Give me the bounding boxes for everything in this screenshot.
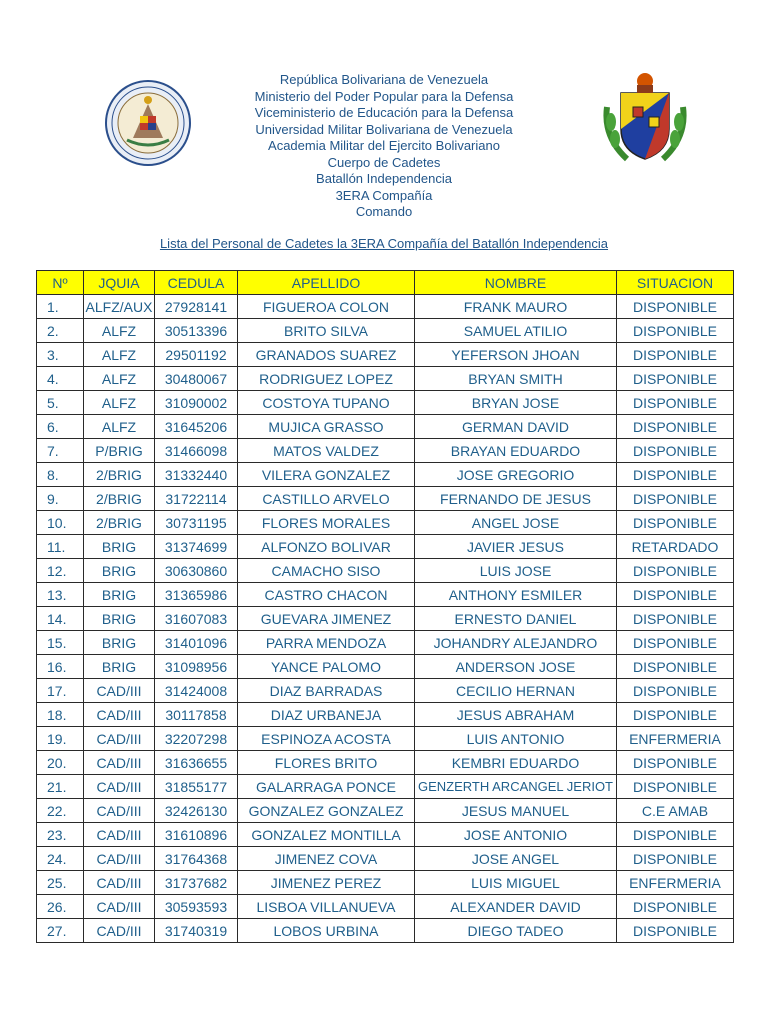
rank-cell: CAD/III bbox=[84, 703, 155, 727]
name-cell: ANTHONY ESMILER bbox=[415, 583, 617, 607]
row-number: 17. bbox=[37, 679, 84, 703]
status-cell: DISPONIBLE bbox=[617, 847, 734, 871]
surname-cell: PARRA MENDOZA bbox=[238, 631, 415, 655]
status-cell: DISPONIBLE bbox=[617, 607, 734, 631]
table-row bbox=[37, 343, 734, 367]
header-line: Batallón Independencia bbox=[316, 171, 452, 186]
id-number-cell: 31855177 bbox=[155, 775, 238, 799]
table-row bbox=[37, 367, 734, 391]
id-number-cell: 31332440 bbox=[155, 463, 238, 487]
status-cell: DISPONIBLE bbox=[617, 823, 734, 847]
table-row bbox=[37, 391, 734, 415]
surname-cell: RODRIGUEZ LOPEZ bbox=[238, 367, 415, 391]
name-cell: KEMBRI EDUARDO bbox=[415, 751, 617, 775]
row-number: 23. bbox=[37, 823, 84, 847]
row-number: 26. bbox=[37, 895, 84, 919]
row-number: 24. bbox=[37, 847, 84, 871]
column-header-id-number: CEDULA bbox=[155, 271, 238, 295]
name-cell: LUIS MIGUEL bbox=[415, 871, 617, 895]
status-cell: DISPONIBLE bbox=[617, 631, 734, 655]
status-cell: DISPONIBLE bbox=[617, 367, 734, 391]
id-number-cell: 30117858 bbox=[155, 703, 238, 727]
status-cell: DISPONIBLE bbox=[617, 679, 734, 703]
name-cell: JESUS MANUEL bbox=[415, 799, 617, 823]
rank-cell: CAD/III bbox=[84, 847, 155, 871]
column-header-name: NOMBRE bbox=[415, 271, 617, 295]
header-text-block bbox=[184, 72, 584, 221]
coat-of-arms-logo bbox=[597, 67, 693, 171]
name-cell: SAMUEL ATILIO bbox=[415, 319, 617, 343]
rank-cell: BRIG bbox=[84, 583, 155, 607]
surname-cell: FLORES MORALES bbox=[238, 511, 415, 535]
surname-cell: CAMACHO SISO bbox=[238, 559, 415, 583]
table-row bbox=[37, 295, 734, 319]
table-row bbox=[37, 679, 734, 703]
document-header bbox=[0, 72, 768, 222]
status-cell: C.E AMAB bbox=[617, 799, 734, 823]
table-row bbox=[37, 463, 734, 487]
column-header-surname: APELLIDO bbox=[238, 271, 415, 295]
rank-cell: BRIG bbox=[84, 559, 155, 583]
status-cell: DISPONIBLE bbox=[617, 439, 734, 463]
table-row bbox=[37, 823, 734, 847]
table-row bbox=[37, 727, 734, 751]
rank-cell: CAD/III bbox=[84, 871, 155, 895]
column-header-number: Nº bbox=[37, 271, 84, 295]
table-row bbox=[37, 871, 734, 895]
column-header-rank: JQUIA bbox=[84, 271, 155, 295]
row-number: 27. bbox=[37, 919, 84, 943]
status-cell: DISPONIBLE bbox=[617, 895, 734, 919]
status-cell: DISPONIBLE bbox=[617, 751, 734, 775]
row-number: 19. bbox=[37, 727, 84, 751]
table-row bbox=[37, 583, 734, 607]
surname-cell: MATOS VALDEZ bbox=[238, 439, 415, 463]
surname-cell: JIMENEZ COVA bbox=[238, 847, 415, 871]
name-cell: GERMAN DAVID bbox=[415, 415, 617, 439]
table-row bbox=[37, 655, 734, 679]
surname-cell: ALFONZO BOLIVAR bbox=[238, 535, 415, 559]
rank-cell: CAD/III bbox=[84, 823, 155, 847]
status-cell: DISPONIBLE bbox=[617, 559, 734, 583]
id-number-cell: 30480067 bbox=[155, 367, 238, 391]
rank-cell: 2/BRIG bbox=[84, 463, 155, 487]
id-number-cell: 31607083 bbox=[155, 607, 238, 631]
header-line: República Bolivariana de Venezuela bbox=[279, 72, 489, 87]
surname-cell: DIAZ URBANEJA bbox=[238, 703, 415, 727]
table-row bbox=[37, 535, 734, 559]
row-number: 21. bbox=[37, 775, 84, 799]
row-number: 25. bbox=[37, 871, 84, 895]
id-number-cell: 32207298 bbox=[155, 727, 238, 751]
surname-cell: VILERA GONZALEZ bbox=[238, 463, 415, 487]
id-number-cell: 31645206 bbox=[155, 415, 238, 439]
table-row bbox=[37, 751, 734, 775]
rank-cell: BRIG bbox=[84, 607, 155, 631]
id-number-cell: 31090002 bbox=[155, 391, 238, 415]
table-row bbox=[37, 703, 734, 727]
name-cell: JAVIER JESUS bbox=[415, 535, 617, 559]
id-number-cell: 31737682 bbox=[155, 871, 238, 895]
name-cell: BRAYAN EDUARDO bbox=[415, 439, 617, 463]
status-cell: DISPONIBLE bbox=[617, 655, 734, 679]
table-row bbox=[37, 631, 734, 655]
rank-cell: ALFZ bbox=[84, 367, 155, 391]
header-line: Ministerio del Poder Popular para la Defensa bbox=[254, 88, 514, 104]
surname-cell: FLORES BRITO bbox=[238, 751, 415, 775]
table-row bbox=[37, 559, 734, 583]
table-row bbox=[37, 607, 734, 631]
row-number: 7. bbox=[37, 439, 84, 463]
surname-cell: YANCE PALOMO bbox=[238, 655, 415, 679]
rank-cell: CAD/III bbox=[84, 895, 155, 919]
status-cell: DISPONIBLE bbox=[617, 511, 734, 535]
row-number: 11. bbox=[37, 535, 84, 559]
status-cell: DISPONIBLE bbox=[617, 703, 734, 727]
row-number: 22. bbox=[37, 799, 84, 823]
surname-cell: LISBOA VILLANUEVA bbox=[238, 895, 415, 919]
status-cell: ENFERMERIA bbox=[617, 727, 734, 751]
rank-cell: ALFZ bbox=[84, 415, 155, 439]
name-cell: FERNANDO DE JESUS bbox=[415, 487, 617, 511]
rank-cell: CAD/III bbox=[84, 751, 155, 775]
university-seal-logo bbox=[105, 80, 191, 166]
name-cell: LUIS JOSE bbox=[415, 559, 617, 583]
table-row bbox=[37, 415, 734, 439]
table-row bbox=[37, 919, 734, 943]
id-number-cell: 31401096 bbox=[155, 631, 238, 655]
row-number: 2. bbox=[37, 319, 84, 343]
name-cell: JOSE ANTONIO bbox=[415, 823, 617, 847]
list-title: Lista del Personal de Cadetes la 3ERA Compañía del Batallón Independencia bbox=[159, 236, 609, 251]
row-number: 13. bbox=[37, 583, 84, 607]
status-cell: DISPONIBLE bbox=[617, 463, 734, 487]
rank-cell: P/BRIG bbox=[84, 439, 155, 463]
status-cell: DISPONIBLE bbox=[617, 775, 734, 799]
rank-cell: 2/BRIG bbox=[84, 511, 155, 535]
row-number: 18. bbox=[37, 703, 84, 727]
status-cell: DISPONIBLE bbox=[617, 919, 734, 943]
name-cell: FRANK MAURO bbox=[415, 295, 617, 319]
table-row bbox=[37, 439, 734, 463]
name-cell: LUIS ANTONIO bbox=[415, 727, 617, 751]
row-number: 10. bbox=[37, 511, 84, 535]
surname-cell: COSTOYA TUPANO bbox=[238, 391, 415, 415]
name-cell: BRYAN JOSE bbox=[415, 391, 617, 415]
row-number: 6. bbox=[37, 415, 84, 439]
name-cell: YEFERSON JHOAN bbox=[415, 343, 617, 367]
name-cell: CECILIO HERNAN bbox=[415, 679, 617, 703]
rank-cell: CAD/III bbox=[84, 919, 155, 943]
id-number-cell: 31740319 bbox=[155, 919, 238, 943]
status-cell: RETARDADO bbox=[617, 535, 734, 559]
row-number: 20. bbox=[37, 751, 84, 775]
surname-cell: GRANADOS SUAREZ bbox=[238, 343, 415, 367]
rank-cell: BRIG bbox=[84, 655, 155, 679]
header-line: Viceministerio de Educación para la Defensa bbox=[254, 105, 514, 120]
name-cell: JOSE GREGORIO bbox=[415, 463, 617, 487]
surname-cell: ESPINOZA ACOSTA bbox=[238, 727, 415, 751]
table-header-row bbox=[37, 271, 734, 295]
id-number-cell: 29501192 bbox=[155, 343, 238, 367]
rank-cell: ALFZ bbox=[84, 343, 155, 367]
id-number-cell: 31374699 bbox=[155, 535, 238, 559]
table-row bbox=[37, 319, 734, 343]
surname-cell: LOBOS URBINA bbox=[238, 919, 415, 943]
surname-cell: MUJICA GRASSO bbox=[238, 415, 415, 439]
id-number-cell: 30630860 bbox=[155, 559, 238, 583]
name-cell: BRYAN SMITH bbox=[415, 367, 617, 391]
id-number-cell: 31098956 bbox=[155, 655, 238, 679]
status-cell: ENFERMERIA bbox=[617, 871, 734, 895]
status-cell: DISPONIBLE bbox=[617, 415, 734, 439]
header-line: Cuerpo de Cadetes bbox=[327, 154, 441, 170]
id-number-cell: 31365986 bbox=[155, 583, 238, 607]
row-number: 9. bbox=[37, 487, 84, 511]
surname-cell: CASTILLO ARVELO bbox=[238, 487, 415, 511]
surname-cell: GUEVARA JIMENEZ bbox=[238, 607, 415, 631]
status-cell: DISPONIBLE bbox=[617, 319, 734, 343]
name-cell: JOHANDRY ALEJANDRO bbox=[415, 631, 617, 655]
row-number: 14. bbox=[37, 607, 84, 631]
header-line: Comando bbox=[355, 204, 413, 219]
name-cell: ANDERSON JOSE bbox=[415, 655, 617, 679]
row-number: 16. bbox=[37, 655, 84, 679]
id-number-cell: 30731195 bbox=[155, 511, 238, 535]
id-number-cell: 31764368 bbox=[155, 847, 238, 871]
id-number-cell: 31424008 bbox=[155, 679, 238, 703]
rank-cell: CAD/III bbox=[84, 679, 155, 703]
rank-cell: BRIG bbox=[84, 631, 155, 655]
status-cell: DISPONIBLE bbox=[617, 295, 734, 319]
surname-cell: GONZALEZ MONTILLA bbox=[238, 823, 415, 847]
status-cell: DISPONIBLE bbox=[617, 343, 734, 367]
name-cell: GENZERTH ARCANGEL JERIOT bbox=[415, 775, 617, 799]
row-number: 15. bbox=[37, 631, 84, 655]
row-number: 12. bbox=[37, 559, 84, 583]
table-row bbox=[37, 511, 734, 535]
rank-cell: ALFZ bbox=[84, 319, 155, 343]
name-cell: ANGEL JOSE bbox=[415, 511, 617, 535]
surname-cell: FIGUEROA COLON bbox=[238, 295, 415, 319]
name-cell: JESUS ABRAHAM bbox=[415, 703, 617, 727]
id-number-cell: 30593593 bbox=[155, 895, 238, 919]
surname-cell: GALARRAGA PONCE bbox=[238, 775, 415, 799]
rank-cell: CAD/III bbox=[84, 727, 155, 751]
table-row bbox=[37, 847, 734, 871]
table-row bbox=[37, 487, 734, 511]
table-row bbox=[37, 895, 734, 919]
surname-cell: DIAZ BARRADAS bbox=[238, 679, 415, 703]
rank-cell: BRIG bbox=[84, 535, 155, 559]
header-line: 3ERA Compañía bbox=[335, 187, 433, 203]
surname-cell: GONZALEZ GONZALEZ bbox=[238, 799, 415, 823]
id-number-cell: 31466098 bbox=[155, 439, 238, 463]
id-number-cell: 30513396 bbox=[155, 319, 238, 343]
table-body bbox=[37, 295, 734, 943]
id-number-cell: 32426130 bbox=[155, 799, 238, 823]
id-number-cell: 31610896 bbox=[155, 823, 238, 847]
id-number-cell: 31722114 bbox=[155, 487, 238, 511]
row-number: 3. bbox=[37, 343, 84, 367]
surname-cell: CASTRO CHACON bbox=[238, 583, 415, 607]
surname-cell: BRITO SILVA bbox=[238, 319, 415, 343]
status-cell: DISPONIBLE bbox=[617, 487, 734, 511]
status-cell: DISPONIBLE bbox=[617, 583, 734, 607]
rank-cell: CAD/III bbox=[84, 799, 155, 823]
row-number: 4. bbox=[37, 367, 84, 391]
status-cell: DISPONIBLE bbox=[617, 391, 734, 415]
surname-cell: JIMENEZ PEREZ bbox=[238, 871, 415, 895]
name-cell: DIEGO TADEO bbox=[415, 919, 617, 943]
id-number-cell: 27928141 bbox=[155, 295, 238, 319]
row-number: 5. bbox=[37, 391, 84, 415]
header-line: Academia Militar del Ejercito Bolivariano bbox=[268, 138, 500, 153]
name-cell: JOSE ANGEL bbox=[415, 847, 617, 871]
table-row bbox=[37, 775, 734, 799]
row-number: 1. bbox=[37, 295, 84, 319]
name-cell: ERNESTO DANIEL bbox=[415, 607, 617, 631]
cadet-roster-table bbox=[36, 270, 734, 943]
rank-cell: ALFZ/AUX bbox=[84, 295, 155, 319]
rank-cell: ALFZ bbox=[84, 391, 155, 415]
rank-cell: 2/BRIG bbox=[84, 487, 155, 511]
header-line: Universidad Militar Bolivariana de Venezuela bbox=[255, 121, 513, 137]
name-cell: ALEXANDER DAVID bbox=[415, 895, 617, 919]
rank-cell: CAD/III bbox=[84, 775, 155, 799]
table-row bbox=[37, 799, 734, 823]
column-header-status: SITUACION bbox=[617, 271, 734, 295]
id-number-cell: 31636655 bbox=[155, 751, 238, 775]
row-number: 8. bbox=[37, 463, 84, 487]
